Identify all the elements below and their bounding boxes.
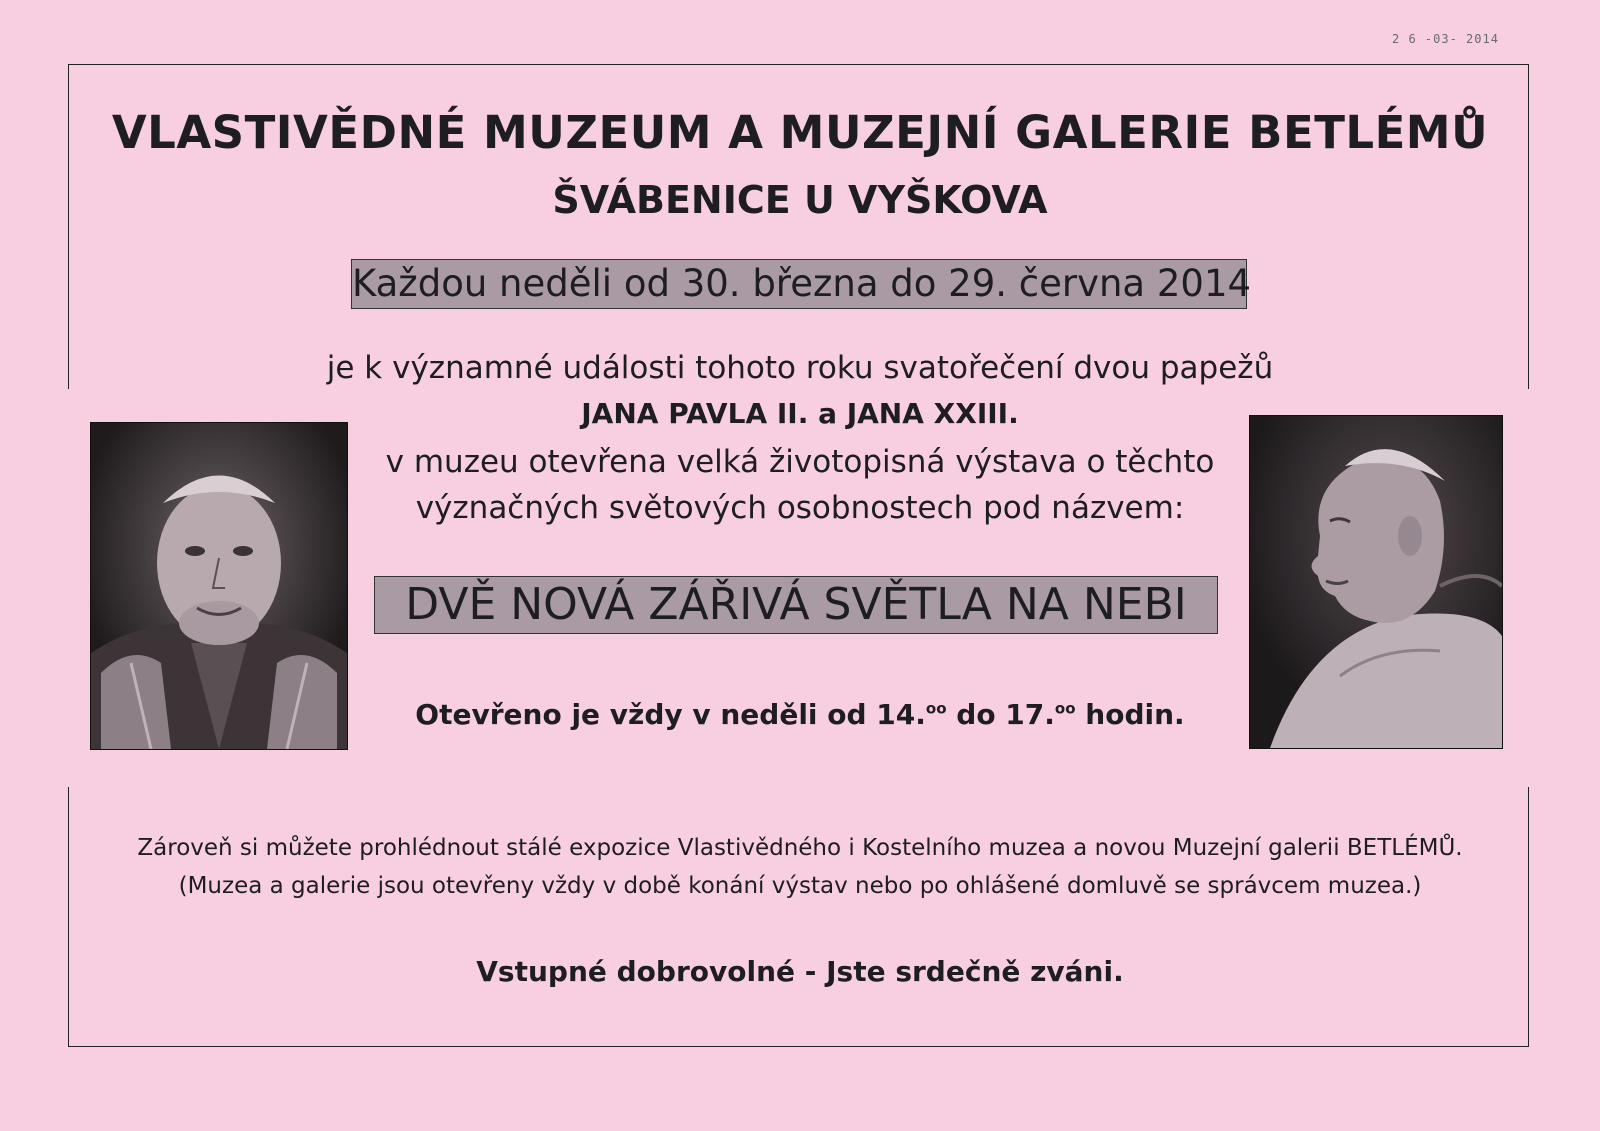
frame-top-line [68,64,1529,65]
frame-right-line-lower [1528,787,1529,1046]
portrait-john-xxiii [1249,415,1503,749]
portrait-john-paul-ii [90,422,348,750]
closing-invitation: Vstupné dobrovolné - Jste srdečně zváni. [476,955,1124,988]
opening-hours [240,698,1360,731]
description-line-3: význačných světových osobnostech pod názvem: [415,490,1185,526]
description-line-1: je k významné události tohoto roku svatořečení dvou papežů [326,350,1274,386]
hours-middle: do 17. [946,698,1055,731]
hours-suffix: hodin. [1075,698,1185,731]
frame-bottom-line [68,1046,1529,1047]
museum-location: ŠVÁBENICE U VYŠKOVA [552,178,1048,222]
frame-left-line-lower [68,787,69,1046]
hours-end-minutes: oo [1054,699,1076,718]
hours-start-minutes: oo [925,699,947,718]
info-line-1: Zároveň si můžete prohlédnout stálé expozice Vlastivědného i Kostelního muzea a novou Muzejní galerii BETLÉMŮ. [137,835,1463,861]
date-stamp: 2 6 -03- 2014 [1392,32,1499,46]
popes-names: JANA PAVLA II. a JANA XXIII. [581,397,1019,430]
info-line-2: (Muzea a galerie jsou otevřeny vždy v době konání výstav nebo po ohlášené domluvě se správcem muzea.) [178,873,1422,899]
dates-banner: Každou neděli od 30. března do 29. června 2014 [351,259,1247,309]
hours-prefix: Otevřeno je vždy v neděli od 14. [415,698,926,731]
exhibition-title: DVĚ NOVÁ ZÁŘIVÁ SVĚTLA NA NEBI [374,576,1218,634]
museum-title: VLASTIVĚDNÉ MUZEUM A MUZEJNÍ GALERIE BETLÉMŮ [111,106,1489,159]
description-line-2: v muzeu otevřena velká životopisná výstava o těchto [385,444,1215,480]
